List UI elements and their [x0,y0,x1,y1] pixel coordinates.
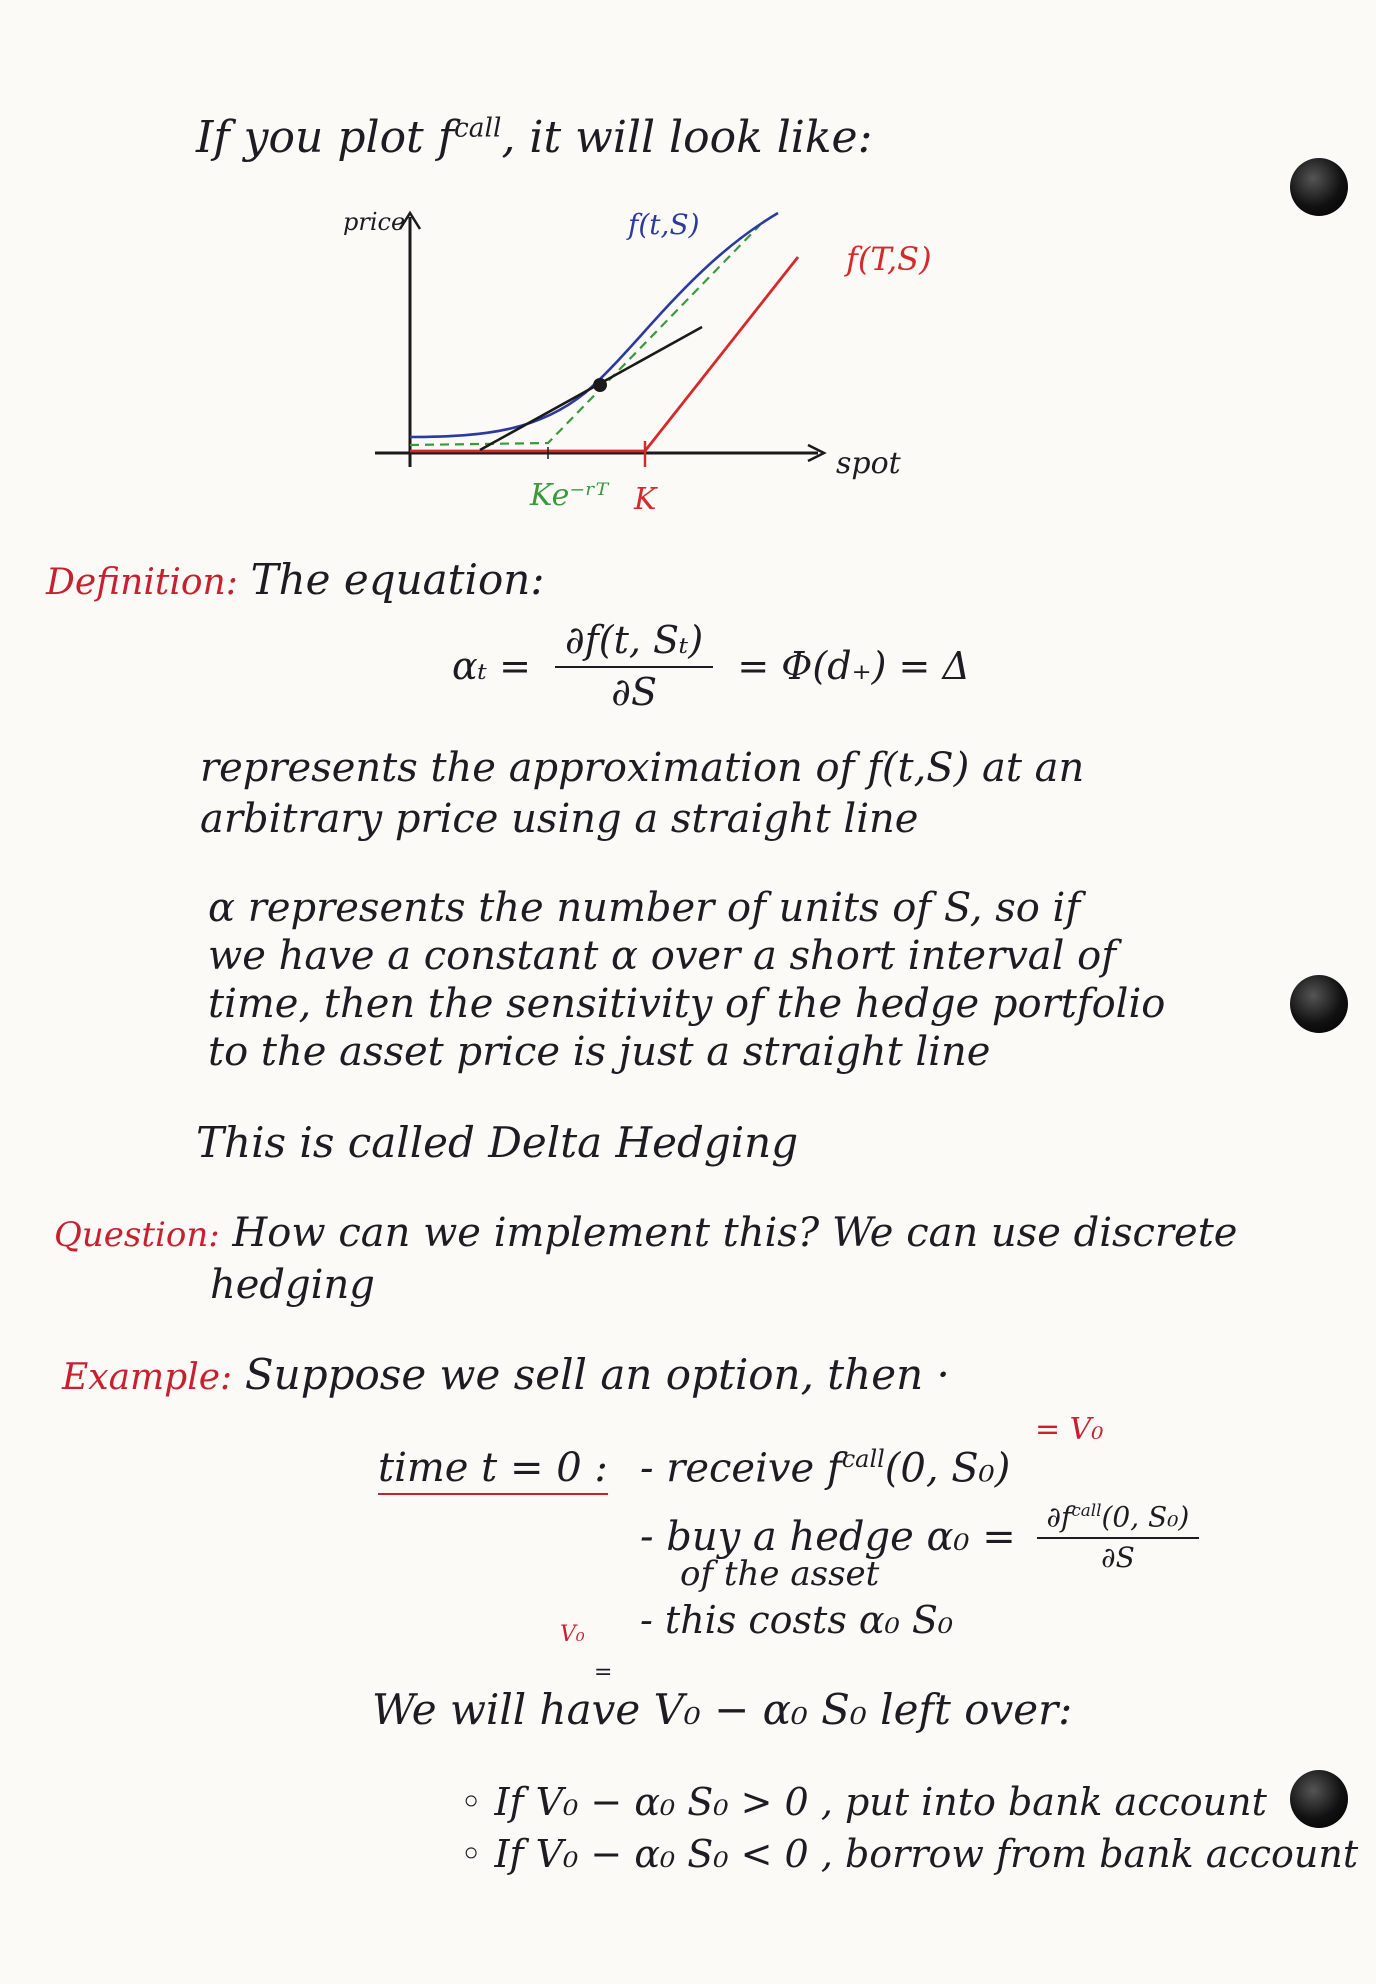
question-line [54,1210,1237,1256]
binder-hole-middle [1290,975,1348,1033]
tangent-point [593,378,607,392]
time-zero-label [378,1445,608,1491]
definition-line-1: represents the approximation of f(t,S) at an [200,745,1085,791]
binder-hole-bottom [1290,1770,1348,1828]
delta-hedging-line: This is called Delta Hedging [196,1118,799,1167]
example-item-2-cont: of the asset [680,1554,880,1594]
v0-equals-note: = [594,1660,613,1685]
intro-line [196,112,872,163]
intro-text-after: , it will look like: [501,112,873,163]
call-price-chart [340,205,900,525]
alpha-line-4: to the asset price is just a straight line [208,1029,991,1075]
item-2-text: - buy a hedge α₀ = [640,1514,1016,1561]
series-label-f-T-s: f(T,S) [846,240,932,278]
question-line-2: hedging [210,1262,375,1308]
equation-rhs: = Φ(d₊) = Δ [737,644,970,688]
question-label: Question: [54,1215,220,1255]
delta-equation [452,618,970,714]
hedge-ratio-numerator: $\partial f^{call}(0$, S₀) [1037,1500,1200,1539]
example-text: Suppose we sell an option, then · [244,1350,950,1399]
series-label-f-t-s: f(t,S) [628,208,700,241]
equation-denominator: ∂S [611,670,657,714]
intro-text-before: If you plot [196,112,424,163]
bullet-negative: ◦ If V₀ − α₀ S₀ < 0 , borrow from bank account [460,1832,1359,1876]
tick-label-k: K [634,482,657,517]
time-zero-text: time t = 0 : [378,1445,608,1495]
v0-small-note: V₀ [560,1622,585,1647]
example-label: Example: [62,1357,233,1398]
alpha-line-2: we have a constant α over a short interval of [208,933,1117,979]
bullet-positive: ◦ If V₀ − α₀ S₀ > 0 , put into bank account [460,1780,1267,1824]
y-axis-label: price [343,208,406,236]
question-line-1: How can we implement this? We can use discrete [232,1210,1238,1256]
equation-lhs: αₜ = [452,644,531,688]
definition-label: Definition: [46,562,238,603]
definition-line-2: arbitrary price using a straight line [200,796,919,842]
definition-text: The equation: [250,555,545,604]
alpha-line-3: time, then the sensitivity of the hedge portfolio [208,981,1166,1027]
equation-fraction [555,618,713,714]
tangent-line [480,327,702,450]
price-curve-blue [410,213,778,437]
hedge-ratio-fraction [1037,1500,1200,1574]
example-item-3: - this costs α₀ S₀ [640,1598,954,1642]
equation-numerator: ∂f(t, Sₜ) [555,618,713,668]
intrinsic-line-green [410,225,760,445]
f-call-symbol: $f^{call}$ [437,112,502,163]
leftover-line: We will have V₀ − α₀ S₀ left over: [372,1685,1073,1734]
alpha-line-1: α represents the number of units of S, so if [208,885,1081,931]
example-line [62,1350,950,1399]
tick-label-ke-rt: Ke⁻ʳᵀ [530,478,609,513]
hedge-ratio-denominator: ∂S [1101,1541,1135,1575]
x-axis-label: spot [836,446,901,481]
v0-note: = V₀ [1035,1412,1104,1447]
example-item-1: - receive $f^{call}(0$, S₀) [640,1445,1011,1492]
binder-hole-top [1290,158,1348,216]
definition-line [46,555,544,604]
payoff-curve-red [410,257,798,451]
